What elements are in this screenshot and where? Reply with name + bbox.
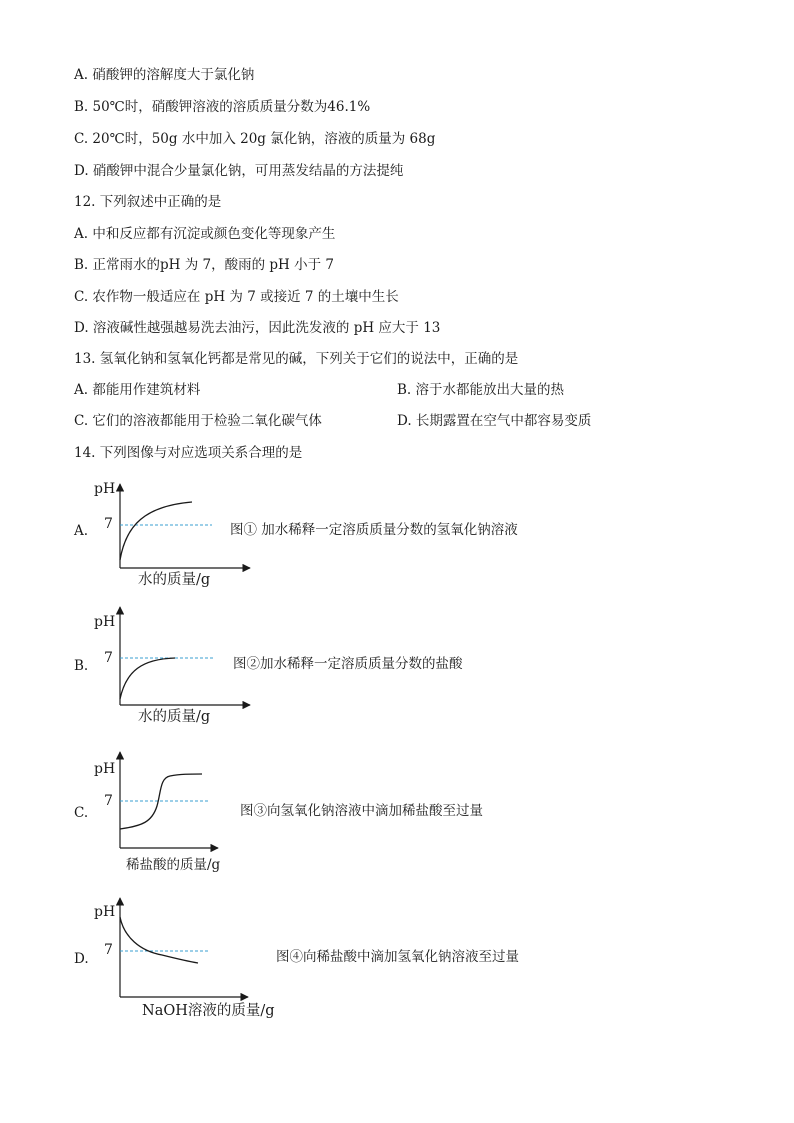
- graph-a-letter: A.: [74, 523, 89, 539]
- graph-b-curve: [120, 658, 175, 699]
- graph-b: [90, 605, 570, 727]
- graph-a: [90, 470, 570, 590]
- q14-stem: 14. 下列图像与对应选项关系合理的是: [74, 445, 303, 461]
- graph-b-letter: B.: [74, 658, 89, 674]
- q12-option-a: A. 中和反应都有沉淀或颜色变化等现象产生: [74, 226, 336, 242]
- graph-d-curve: [120, 917, 198, 963]
- graph-a-caption: 图① 加水稀释一定溶质质量分数的氢氧化钠溶液: [230, 522, 518, 538]
- graph-c-y-label: pH: [94, 761, 116, 777]
- q11-option-c: C. 20℃时，50g 水中加入 20g 氯化钠，溶液的质量为 68g: [74, 131, 436, 147]
- q13-option-b: B. 溶于水都能放出大量的热: [397, 382, 565, 398]
- q13-option-c: C. 它们的溶液都能用于检验二氧化碳气体: [74, 413, 322, 429]
- graph-d-letter: D.: [74, 951, 89, 967]
- q13-stem: 13. 氢氧化钠和氢氧化钙都是常见的碱，下列关于它们的说法中，正确的是: [74, 351, 519, 367]
- graph-b-x-label: 水的质量/g: [138, 709, 211, 725]
- q12-option-d: D. 溶液碱性越强越易洗去油污，因此洗发液的 pH 应大于 13: [74, 320, 441, 336]
- graph-c-caption: 图③向氢氧化钠溶液中滴加稀盐酸至过量: [240, 803, 483, 819]
- graph-a-curve: [120, 502, 192, 560]
- q13-option-d: D. 长期露置在空气中都容易变质: [397, 413, 592, 429]
- graph-b-ref-label: 7: [104, 650, 113, 666]
- q12-option-b: B. 正常雨水的pH 为 7，酸雨的 pH 小于 7: [74, 257, 334, 273]
- graph-b-y-label: pH: [94, 614, 116, 630]
- graph-c-x-label: 稀盐酸的质量/g: [126, 857, 221, 873]
- graph-c-ref-label: 7: [104, 793, 113, 809]
- graph-c: [90, 750, 570, 875]
- graph-a-ref-label: 7: [104, 516, 113, 532]
- q11-option-d: D. 硝酸钾中混合少量氯化钠，可用蒸发结晶的方法提纯: [74, 163, 404, 179]
- graph-d-y-label: pH: [94, 904, 116, 920]
- q11-option-b: B. 50℃时，硝酸钾溶液的溶质质量分数为46.1%: [74, 99, 371, 115]
- q12-stem: 12. 下列叙述中正确的是: [74, 194, 222, 210]
- graph-a-x-label: 水的质量/g: [138, 572, 211, 588]
- graph-a-y-label: pH: [94, 481, 116, 497]
- q11-option-a: A. 硝酸钾的溶解度大于氯化钠: [74, 67, 255, 83]
- graph-d-x-label: NaOH溶液的质量/g: [142, 1003, 275, 1019]
- q12-option-c: C. 农作物一般适应在 pH 为 7 或接近 7 的土壤中生长: [74, 289, 399, 305]
- graph-d-caption: 图④向稀盐酸中滴加氢氧化钠溶液至过量: [276, 949, 519, 965]
- q13-option-a: A. 都能用作建筑材料: [74, 382, 201, 398]
- graph-c-letter: C.: [74, 805, 89, 821]
- graph-b-caption: 图②加水稀释一定溶质质量分数的盐酸: [233, 656, 463, 672]
- graph-d-ref-label: 7: [104, 942, 113, 958]
- graph-d: [90, 893, 570, 1023]
